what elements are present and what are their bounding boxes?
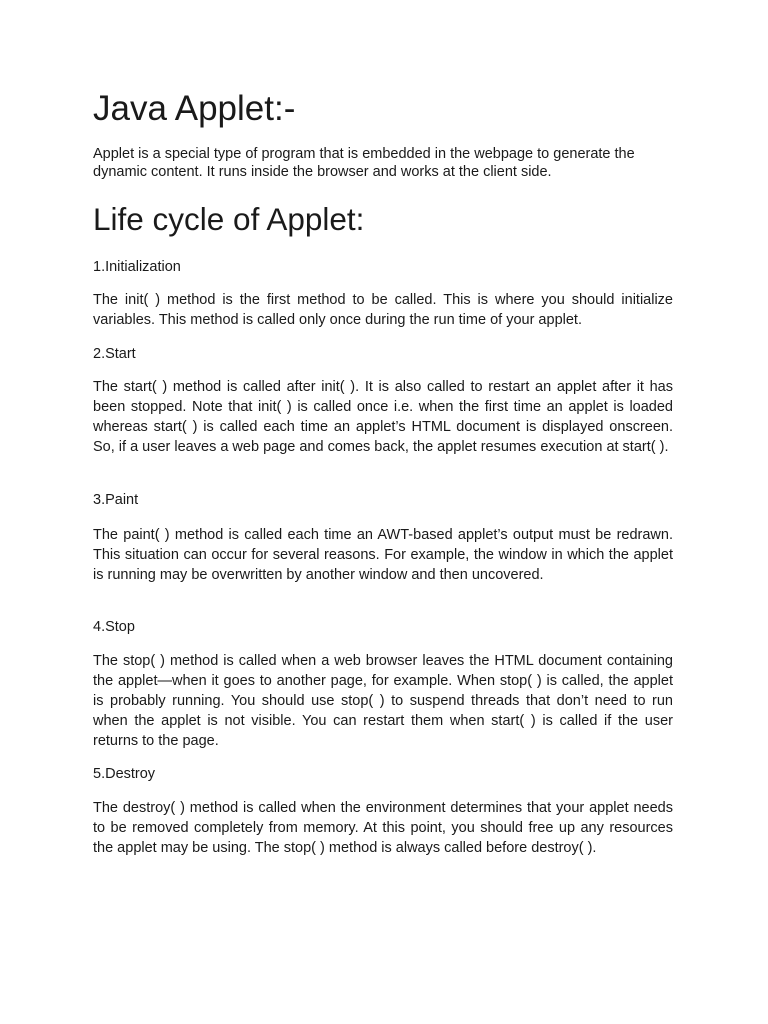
section-paragraph: The init( ) method is the first method to be called. This is where you should initialize variables. This method is called only once during the run time of your applet. — [93, 292, 673, 328]
section-paragraph: The start( ) method is called after init( ). It is also called to restart an applet after it has been stopped. Note that init( ) is called once i.e. when the first time an applet is loaded whereas start( ) is called each time an applet’s HTML document is displayed onscreen. So, if a user leaves a web page and comes back, the applet resumes execution at start( ). — [93, 379, 673, 455]
section-heading: 2.Start — [93, 346, 136, 362]
intro-paragraph: Applet is a special type of program that is embedded in the webpage to generate the dynamic content. It runs inside the browser and works at the client side. — [93, 146, 635, 180]
section-heading: 3.Paint — [93, 492, 139, 508]
section-paragraph: The destroy( ) method is called when the environment determines that your applet needs to be removed completely from memory. At this point, you should free up any resources the applet may be using. The stop( ) method is always called before destroy( ). — [93, 800, 673, 856]
section-heading: 4.Stop — [93, 619, 135, 635]
section-paragraph: The paint( ) method is called each time an AWT-based applet’s output must be redrawn. This situation can occur for several reasons. For example, the window in which the applet is running may be overwritten by another window and then uncovered. — [93, 527, 673, 583]
section-heading: 5.Destroy — [93, 766, 156, 782]
page-title: Java Applet:- — [93, 89, 296, 128]
section-heading: 1.Initialization — [93, 259, 181, 275]
lifecycle-title: Life cycle of Applet: — [93, 201, 365, 237]
section-paragraph: The stop( ) method is called when a web browser leaves the HTML document containing the applet—when it goes to another page, for example. When stop( ) is called, the applet is probably running. You should use stop( ) to suspend threads that don’t need to run when the applet is not visible. You can restart them when start( ) is called if the user returns to the page. — [93, 653, 673, 749]
